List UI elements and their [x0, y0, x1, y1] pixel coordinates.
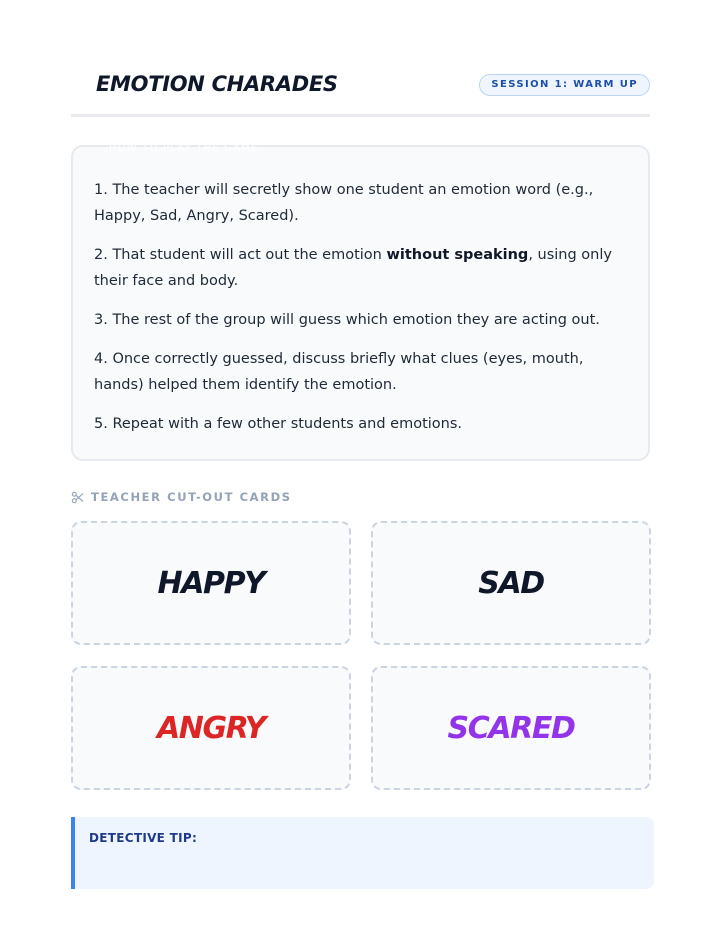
instruction-step: 4. Once correctly guessed, discuss briefly what clues (eyes, mouth, hands) helped them identify the emotion. — [94, 351, 584, 393]
worksheet-header — [71, 68, 650, 117]
emotion-card-angry — [71, 666, 351, 790]
emotion-card-scared — [371, 666, 651, 790]
instruction-steps — [94, 177, 629, 450]
card-word: SCARED — [447, 710, 575, 746]
scissors-icon — [71, 491, 84, 504]
session-badge: SESSION 1: WARM UP — [479, 74, 650, 96]
instructions-panel — [71, 145, 650, 461]
card-word: HAPPY — [157, 565, 265, 601]
detective-tip-box — [71, 817, 654, 889]
card-word: SAD — [478, 565, 544, 601]
instruction-step: 2. That student will act out the emotion without speaking, using only their face and body. — [94, 247, 612, 289]
emphasis-text: without speaking — [386, 247, 529, 263]
emotion-card-happy — [71, 521, 351, 645]
cards-section-label: TEACHER CUT-OUT CARDS — [71, 489, 292, 505]
instruction-step: 5. Repeat with a few other students and emotions. — [94, 416, 463, 432]
page-title: EMOTION CHARADES — [96, 72, 338, 96]
emotion-card-sad — [371, 521, 651, 645]
instruction-step: 1. The teacher will secretly show one student an emotion word (e.g., Happy, Sad, Angry, Scared). — [94, 182, 594, 224]
tip-label: DETECTIVE TIP: — [89, 831, 198, 845]
instruction-step: 3. The rest of the group will guess which emotion they are acting out. — [94, 312, 600, 328]
instructions-heading: HOW TO PLAY THE GAME — [109, 143, 259, 154]
card-word: ANGRY — [156, 710, 266, 746]
